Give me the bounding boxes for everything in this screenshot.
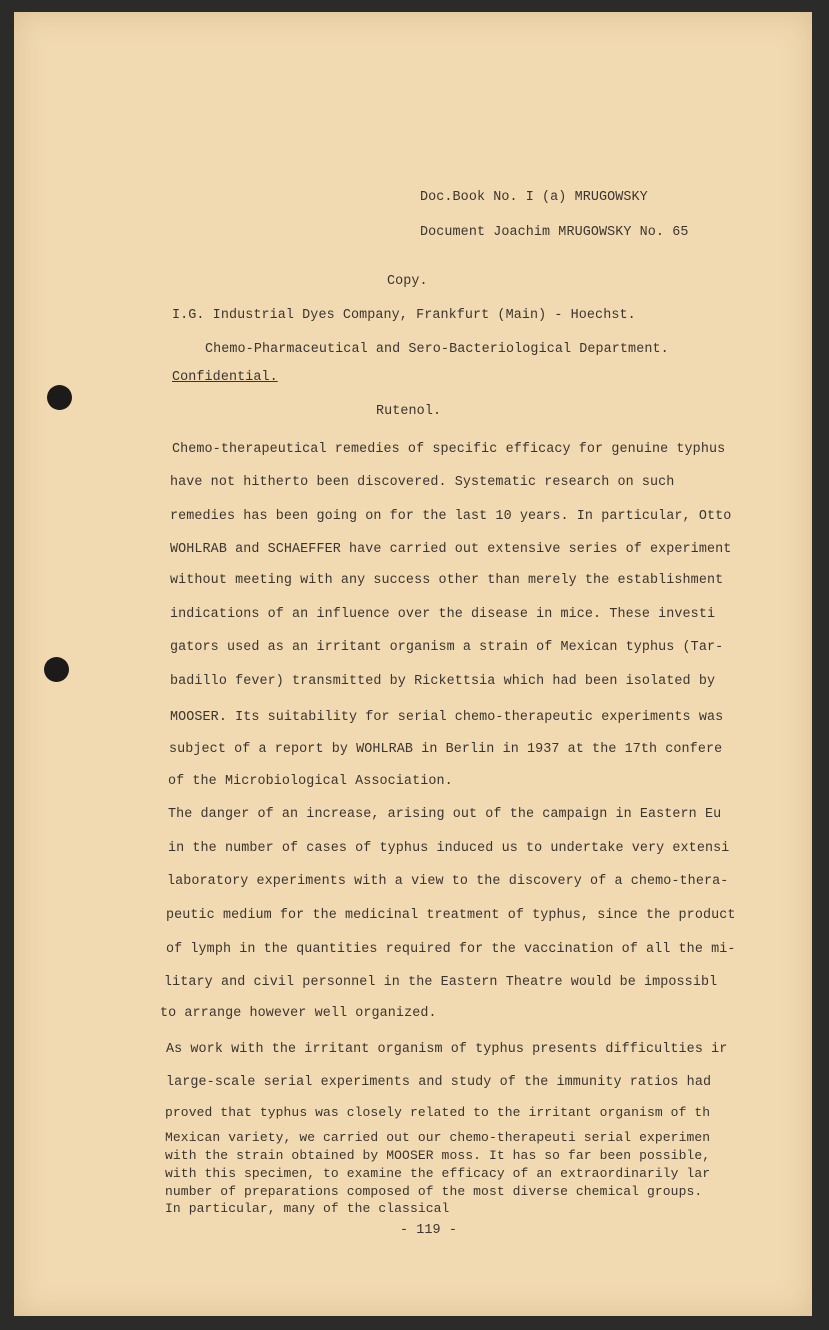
text-line: In particular, many of the classical [165, 1201, 450, 1216]
text-line: of the Microbiological Association. [168, 774, 453, 789]
text-line: laboratory experiments with a view to the discovery of a chemo-thera- [167, 874, 729, 889]
text-line: WOHLRAB and SCHAEFFER have carried out extensive series of experiment [170, 542, 732, 557]
document-title: Rutenol. [376, 404, 442, 419]
punch-hole [47, 385, 72, 410]
text-line: have not hitherto been discovered. Systematic research on such [170, 475, 675, 490]
text-line: peutic medium for the medicinal treatment of typhus, since the product [166, 908, 736, 923]
text-line: of lymph in the quantities required for the vaccination of all the mi- [166, 942, 736, 957]
text-line: MOOSER. Its suitability for serial chemo-therapeutic experiments was [170, 710, 724, 725]
text-line: with this specimen, to examine the efficacy of an extraordinarily lar [165, 1166, 711, 1181]
text-line: remedies has been going on for the last 10 years. In particular, Otto [170, 509, 732, 524]
text-line: gators used as an irritant organism a strain of Mexican typhus (Tar- [170, 640, 724, 655]
text-line: number of preparations composed of the most diverse chemical groups. [165, 1184, 703, 1199]
department-name: Chemo-Pharmaceutical and Sero-Bacteriological Department. [205, 342, 669, 357]
text-line: with the strain obtained by MOOSER moss. It has so far been possible, [165, 1148, 711, 1163]
text-line: Chemo-therapeutical remedies of specific efficacy for genuine typhus [172, 442, 726, 457]
text-line: in the number of cases of typhus induced us to undertake very extensi [168, 841, 730, 856]
copy-label: Copy. [387, 274, 428, 289]
text-line: to arrange however well organized. [160, 1006, 437, 1021]
doc-book-reference: Doc.Book No. I (a) MRUGOWSKY [420, 190, 648, 205]
text-line: proved that typhus was closely related to the irritant organism of th [165, 1105, 711, 1120]
company-name: I.G. Industrial Dyes Company, Frankfurt (Main) - Hoechst. [172, 308, 636, 323]
page-number: - 119 - [400, 1223, 457, 1238]
text-line: indications of an influence over the disease in mice. These investi [170, 607, 716, 622]
text-line: litary and civil personnel in the Eastern Theatre would be impossibl [164, 975, 718, 990]
text-line: As work with the irritant organism of typhus presents difficulties ir [166, 1042, 728, 1057]
punch-hole [44, 657, 69, 682]
classification-label: Confidential. [172, 370, 278, 385]
text-line: large-scale serial experiments and study of the immunity ratios had [166, 1075, 712, 1090]
text-line: The danger of an increase, arising out of the campaign in Eastern Eu [168, 807, 722, 822]
document-number: Document Joachim MRUGOWSKY No. 65 [420, 225, 689, 240]
text-line: without meeting with any success other than merely the establishment [170, 573, 724, 588]
text-line: subject of a report by WOHLRAB in Berlin in 1937 at the 17th confere [169, 742, 723, 757]
text-line: badillo fever) transmitted by Rickettsia which had been isolated by [170, 674, 716, 689]
text-line: Mexican variety, we carried out our chemo-therapeuti serial experimen [165, 1130, 711, 1145]
